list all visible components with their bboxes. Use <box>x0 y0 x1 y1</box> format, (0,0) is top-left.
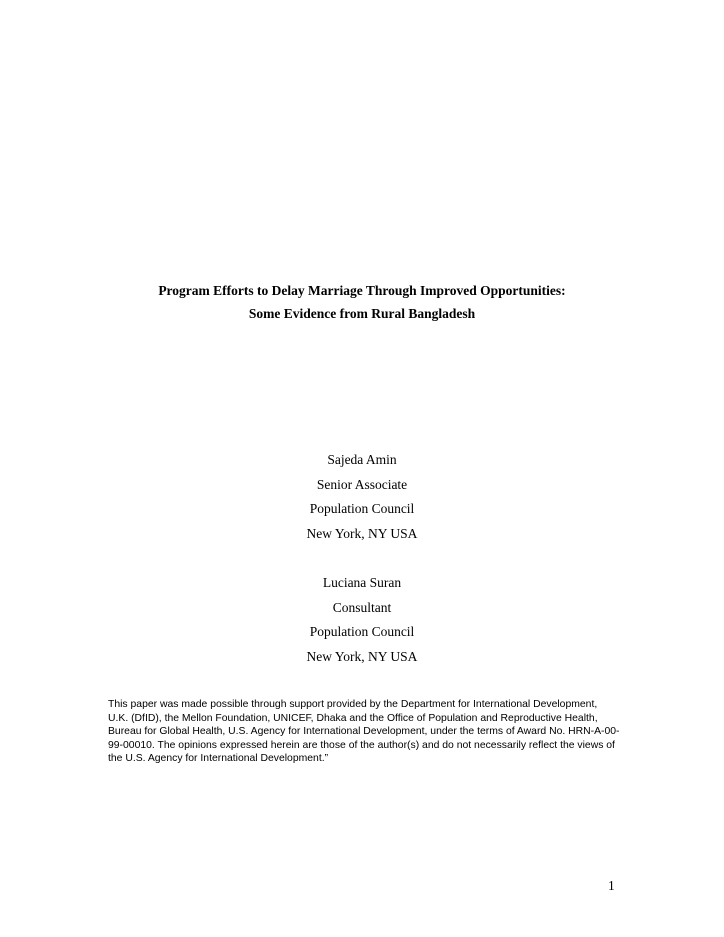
author-location: New York, NY USA <box>306 526 418 542</box>
author-name: Luciana Suran <box>322 575 402 590</box>
author-position: Senior Associate <box>316 476 408 492</box>
author-block-2 <box>0 575 724 674</box>
title-line-2: Some Evidence from Rural Bangladesh <box>248 306 476 321</box>
page-number: 1 <box>608 878 615 893</box>
author-name: Sajeda Amin <box>327 452 397 467</box>
funding-disclaimer: This paper was made possible through support provided by the Department for International Development, U.K. (DfID), the Mellon Foundation, UNICEF, Dhaka and the Office of Population and Reproductive Health, Bureau for Global Health, U.S. Agency for International Development, under the terms of Award No. HRN-A-00-99-00010. The opinions expressed herein are those of the author(s) and do not necessarily reflect the views of the U.S. Agency for International Development.” <box>108 699 620 765</box>
author-block-1 <box>0 452 724 551</box>
author-organization: Population Council <box>309 501 415 517</box>
author-position: Consultant <box>332 599 392 615</box>
author-organization: Population Council <box>309 624 415 640</box>
title-line-1: Program Efforts to Delay Marriage Through Improved Opportunities: <box>158 283 566 298</box>
author-location: New York, NY USA <box>306 649 418 665</box>
